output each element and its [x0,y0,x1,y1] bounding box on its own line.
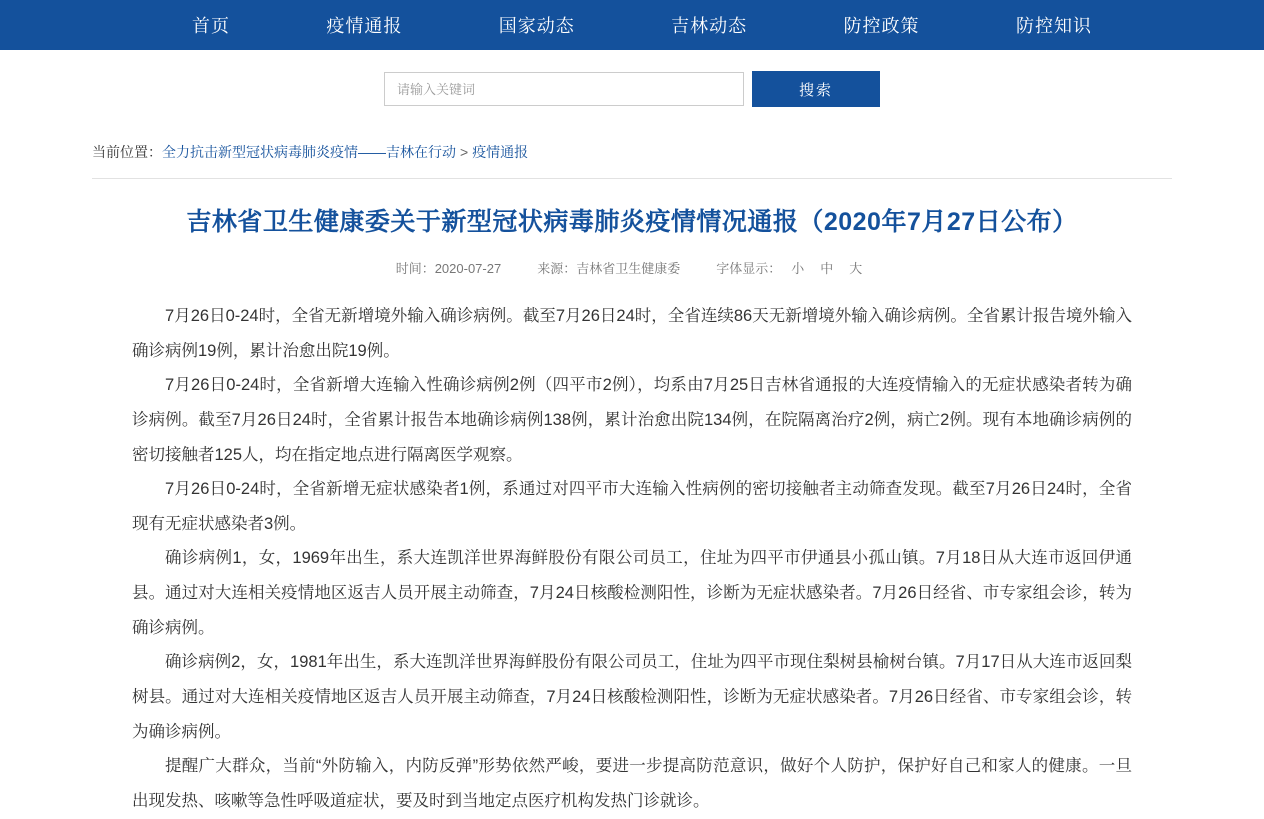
nav-item-national-news[interactable]: 国家动态 [498,16,575,36]
article-paragraph: 7月26日0-24时，全省无新增境外输入确诊病例。截至7月26日24时，全省连续86天无新增境外输入确诊病例。全省累计报告境外输入确诊病例19例，累计治愈出院19例。 [132,307,1132,360]
nav-item-home[interactable]: 首页 [192,16,230,36]
breadcrumb-label: 当前位置： [92,144,162,160]
nav-item-epidemic-report[interactable]: 疫情通报 [326,16,403,36]
breadcrumb-link-current[interactable]: 疫情通报 [472,144,529,160]
nav-item-policy[interactable]: 防控政策 [843,16,920,36]
nav-item-knowledge[interactable]: 防控知识 [1015,16,1092,36]
article-paragraph: 确诊病例2，女，1981年出生，系大连凯洋世界海鲜股份有限公司员工，住址为四平市现住梨树县榆树台镇。7月17日从大连市返回梨树县。通过对大连相关疫情地区返吉人员开展主动筛查，7月24日核酸检测阳性，诊断为无症状感染者。7月26日经省、市专家组会诊，转为确诊病例。 [132,653,1132,741]
article-paragraph: 7月26日0-24时，全省新增无症状感染者1例，系通过对四平市大连输入性病例的密切接触者主动筛查发现。截至7月26日24时，全省现有无症状感染者3例。 [132,480,1132,533]
nav-item-jilin-news[interactable]: 吉林动态 [671,16,748,36]
article-paragraph: 7月26日0-24时，全省新增大连输入性确诊病例2例（四平市2例），均系由7月25日吉林省通报的大连疫情输入的无症状感染者转为确诊病例。截至7月26日24时，全省累计报告本地确诊病例138例，累计治愈出院134例，在院隔离治疗2例，病亡2例。现有本地确诊病例的密切接触者125人，均在指定地点进行隔离医学观察。 [132,376,1132,464]
breadcrumb-link-campaign[interactable]: 全力抗击新型冠状病毒肺炎疫情——吉林在行动 [162,144,456,160]
publish-time [396,258,502,277]
font-size-label: 字体显示： [716,261,782,276]
font-size-small[interactable]: 小 [791,261,805,276]
article-source-value: 吉林省卫生健康委 [576,261,681,276]
article-paragraph: 提醒广大群众，当前“外防输入，内防反弹”形势依然严峻，要进一步提高防范意识，做好个人防护，保护好自己和家人的健康。一旦出现发热、咳嗽等急性呼吸道症状，要及时到当地定点医疗机构发热门诊就诊。 [132,757,1132,810]
search-button[interactable]: 搜索 [752,71,880,107]
article-body [132,299,1132,819]
font-size-medium[interactable]: 中 [820,261,834,276]
search-section [0,50,1264,128]
article-source-label: 来源： [537,261,577,276]
article-source [537,258,680,277]
publish-time-value: 2020-07-27 [434,261,502,276]
breadcrumb [92,128,1172,179]
article-container [132,179,1132,819]
font-size-large[interactable]: 大 [849,261,863,276]
page-title: 吉林省卫生健康委关于新型冠状病毒肺炎疫情情况通报（2020年7月27日公布） [186,208,1078,236]
font-size-control [716,258,868,277]
search-input[interactable] [384,72,744,106]
article-paragraph: 确诊病例1，女，1969年出生，系大连凯洋世界海鲜股份有限公司员工，住址为四平市伊通县小孤山镇。7月18日从大连市返回伊通县。通过对大连相关疫情地区返吉人员开展主动筛查，7月24日核酸检测阳性，诊断为无症状感染者。7月26日经省、市专家组会诊，转为确诊病例。 [132,549,1132,637]
search-box [384,71,880,107]
publish-time-label: 时间： [395,261,435,276]
main-navigation-bar [0,0,1264,50]
article-meta [132,258,1132,277]
breadcrumb-separator: > [460,144,469,160]
nav-items-container [92,12,1172,38]
